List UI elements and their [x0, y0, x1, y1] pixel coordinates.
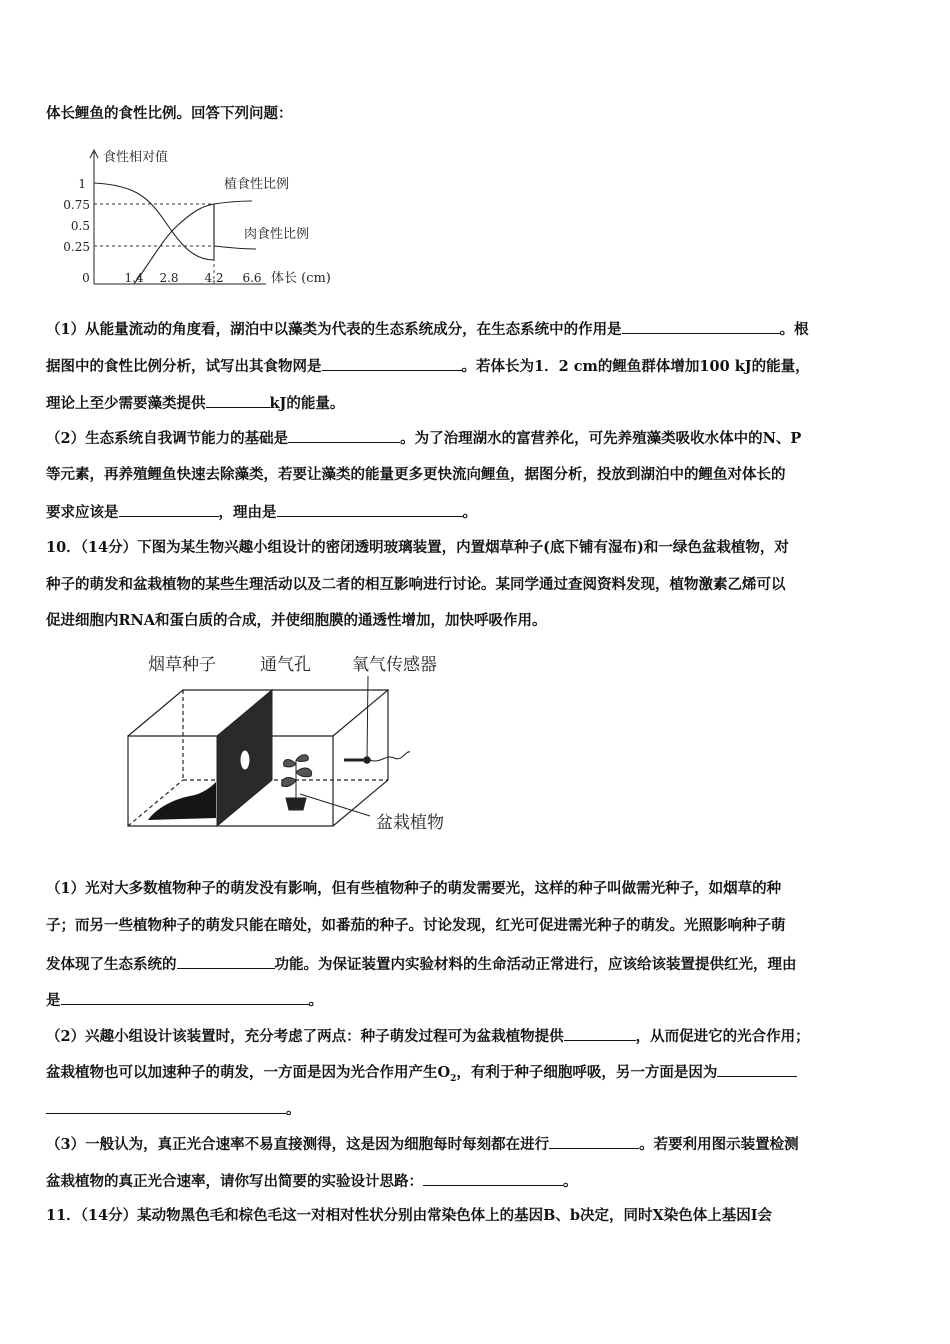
label-plant: 盆栽植物: [376, 813, 444, 833]
oxygen-sensor: [344, 676, 410, 763]
q9-p2-text-c-mid: ，理由是: [218, 504, 277, 521]
legend-carnivory: 肉食性比例: [244, 227, 310, 242]
q10-part1-line1: （1）光对大多数植物种子的萌发没有影响，但有些植物种子的萌发需要光，这样的种子叫做需光种子，如烟草的种: [46, 880, 782, 897]
q9-p1-text-b-end: 。若体长为1．2 cm的鲤鱼群体增加100 kJ的能量，: [461, 358, 810, 375]
q10-part1-line2: 子；而另一些植物种子的萌发只能在暗处，如番茄的种子。讨论发现，红光可促进需光种子的萌发。光照影响种子萌: [46, 917, 786, 934]
q10-p2-text-b: 盆栽植物也可以加速种子的萌发，一方面是因为光合作用产生O: [46, 1064, 451, 1081]
q10-part2-line3: [46, 1099, 910, 1120]
potted-plant: [282, 755, 312, 810]
q9-p2-text-a-end: 。为了治理湖水的富营养化，可先养殖藻类吸收水体中的N、P: [400, 430, 802, 447]
series-herbivory-line: [94, 183, 252, 260]
q9-p1-text-c-end: kJ的能量。: [269, 395, 345, 412]
q9-p1-text-a-end: 。根: [779, 321, 809, 338]
q10-part3-line2: [46, 1171, 910, 1192]
q9-part1-line2: [46, 356, 910, 377]
answer-blank[interactable]: [177, 954, 275, 969]
q9-p1-text-a: （1）从能量流动的角度看，湖泊中以藻类为代表的生态系统成分，在生态系统中的作用是: [46, 321, 622, 338]
q10-p2-text-a-end: ，从而促进它的光合作用；: [635, 1028, 810, 1045]
q10-part3-line1: [46, 1134, 910, 1155]
q10-p1-text-c: 发体现了生态系统的: [46, 956, 177, 973]
x-tick-4-2: 4.2: [204, 271, 224, 285]
q10-p2-text-b-end: ，有利于种子细胞呼吸，另一方面是因为: [456, 1064, 718, 1081]
q10-p1-text-d: 是: [46, 992, 61, 1009]
answer-blank[interactable]: [564, 1026, 636, 1041]
answer-blank[interactable]: [46, 1099, 286, 1114]
x-tick-0: 0: [82, 271, 90, 285]
y-tick-025: 0.25: [63, 240, 90, 254]
q10-stem-line2: 种子的萌发和盆栽植物的某些生理活动以及二者的相互影响进行讨论。某同学通过查阅资料发现，植物激素乙烯可以: [46, 576, 786, 593]
answer-blank[interactable]: [322, 356, 462, 371]
label-sensor: 氧气传感器: [352, 655, 437, 675]
x-tick-6-6: 6.6: [242, 271, 262, 285]
q10-part2-line2: [46, 1062, 910, 1089]
q10-stem-line1: 10．（14分）下图为某生物兴趣小组设计的密闭透明玻璃装置，内置烟草种子(底下铺有湿布)和一绿色盆栽植物，对: [46, 539, 789, 556]
q10-p2-subscript: 2: [450, 1073, 457, 1084]
q9-p2-text-c-end: 。: [462, 504, 477, 521]
series-carnivory-line: [134, 204, 256, 284]
intro-text: 体长鲤鱼的食性比例。回答下列问题：: [46, 105, 293, 122]
answer-blank[interactable]: [622, 319, 780, 334]
q10-p3-text-a: （3）一般认为，真正光合速率不易直接测得，这是因为细胞每时每刻都在进行: [46, 1136, 550, 1153]
q10-p2-text-c-end: 。: [286, 1101, 301, 1118]
q11-stem-line1: 11．（14分）某动物黑色毛和棕色毛这一对相对性状分别由常染色体上的基因B、b决定，同时X染色体上基因I会: [46, 1207, 773, 1224]
x-tick-2-8: 2.8: [159, 271, 179, 285]
q10-part1-line4: [46, 990, 910, 1011]
label-vent: 通气孔: [260, 655, 311, 675]
seeds-pile: [148, 782, 216, 820]
vent-hole: [240, 750, 250, 770]
x-axis-label: 体长 (cm): [271, 271, 331, 286]
chart-guides: [94, 204, 214, 284]
answer-blank[interactable]: [549, 1134, 639, 1149]
q10-part2-line1: [46, 1026, 910, 1047]
answer-blank[interactable]: [277, 502, 463, 517]
y-axis-label: 食性相对值: [103, 150, 169, 165]
answer-blank[interactable]: [206, 393, 270, 408]
q10-p2-text-a: （2）兴趣小组设计该装置时，充分考虑了两点：种子萌发过程可为盆栽植物提供: [46, 1028, 564, 1045]
apparatus-figure: [120, 648, 480, 843]
answer-blank[interactable]: [717, 1062, 797, 1077]
q10-p3-text-a-end: 。若要利用图示装置检测: [639, 1136, 799, 1153]
q10-p3-text-b-end: 。: [563, 1173, 578, 1190]
answer-blank[interactable]: [423, 1171, 563, 1186]
q10-p3-text-b: 盆栽植物的真正光合速率，请你写出简要的实验设计思路：: [46, 1173, 423, 1190]
chart-axes: [90, 150, 266, 284]
y-tick-05: 0.5: [70, 219, 90, 233]
q10-part1-line3: [46, 954, 910, 975]
q9-part2-line2: 等元素，再养殖鲤鱼快速去除藻类，若要让藻类的能量更多更快流向鲤鱼，据图分析，投放到湖泊中的鲤鱼对体长的: [46, 466, 786, 483]
plant-pointer: [300, 794, 370, 816]
q9-p2-text-c: 要求应该是: [46, 504, 119, 521]
q10-p1-text-c-end: 功能。为保证装置内实验材料的生命活动正常进行，应该给该装置提供红光，理由: [274, 956, 797, 973]
q9-p1-text-c: 理论上至少需要藻类提供: [46, 395, 206, 412]
answer-blank[interactable]: [61, 990, 309, 1005]
answer-blank[interactable]: [288, 428, 400, 443]
q10-stem-line3: 促进细胞内RNA和蛋白质的合成，并使细胞膜的通透性增加，加快呼吸作用。: [46, 612, 547, 629]
q9-part1-line1: [46, 319, 910, 340]
q9-p1-text-b: 据图中的食性比例分析，试写出其食物网是: [46, 358, 322, 375]
q9-p2-text-a: （2）生态系统自我调节能力的基础是: [46, 430, 289, 447]
label-seeds: 烟草种子: [148, 655, 216, 675]
q10-p1-text-d-end: 。: [308, 992, 323, 1009]
diet-ratio-chart: [52, 140, 352, 300]
q9-part2-line3: [46, 502, 910, 523]
x-tick-1-4: 1.4: [124, 271, 144, 285]
legend-herbivory: 植食性比例: [224, 177, 290, 192]
q9-part1-line3: [46, 393, 910, 414]
q9-part2-line1: [46, 428, 910, 449]
y-tick-1: 1: [78, 177, 86, 191]
y-tick-075: 0.75: [63, 198, 90, 212]
answer-blank[interactable]: [119, 502, 219, 517]
